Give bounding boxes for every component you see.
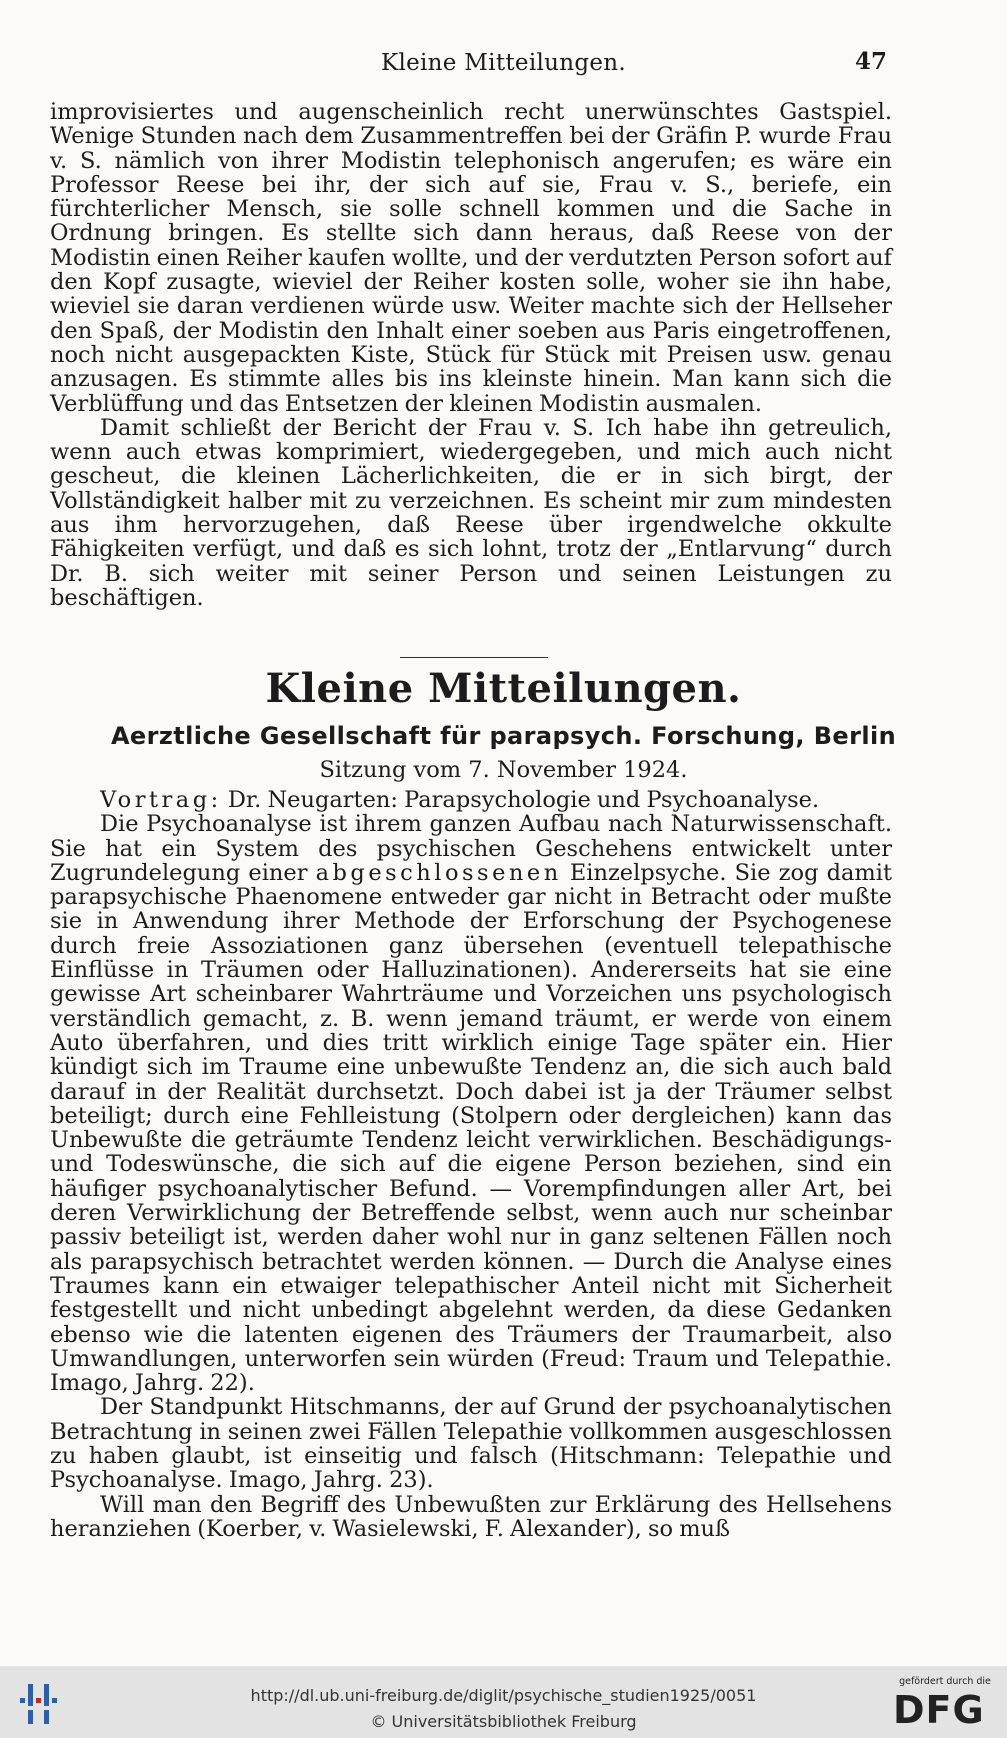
- dfg-logo: DFG: [893, 1688, 985, 1732]
- section-divider: [400, 657, 548, 658]
- dfg-funding-note: gefördert durch die: [899, 1676, 991, 1687]
- lecture-paragraph: Will man den Begriff des Unbewußten zur Erklärung des Hellsehens heranziehen (Koerber, v. Wasielewski, F. Alexander), so muß: [50, 1491, 892, 1542]
- lecture-text-run: Einzelpsyche. Sie zog damit parapsychische Phaenomene entweder gar nicht in Betracht oder mußte sie in Anwendung ihrer Methode der Erforschung der Psychogenese durch freie Assoziationen ganz übersehen (eventuell telepathische Einflüsse in Träumen oder Halluzinationen). Andererseits hat sie eine gewisse Art scheinbarer Wahrträume und Vorzeichen uns psychologisch verständlich gemacht, z. B. wenn jemand träumt, er werde von einem Auto überfahren, und dies tritt wirklich einige Tage später ein. Hier kündigt sich im Traume eine unbewußte Tendenz an, die sich auch bald darauf in der Realität durchsetzt. Doch dabei ist ja der Träumer selbst beteiligt; durch eine Fehlleistung (Stolpern oder dergleichen) kann das Unbewußte die geträumte Tendenz leicht verwirklichen. Beschädigungs- und Todeswünsche, die sich auf die eigene Person beziehen, sind ein häufiger psychoanalytischer Befund. — Vorempfindungen aller Art, bei deren Verwirklichung der Betreffende selbst, wenn auch nur scheinbar passiv beteiligt ist, werden daher wohl nur in ganz seltenen Fällen noch als parapsychisch betrachtet werden können. — Durch die Analyse eines Traumes kann ein etwaiger telepathischer Anteil nicht mit Sicherheit festgestellt und nicht unbedingt abgelehnt werden, da diese Gedanken ebenso wie die latenten eigenen des Träumers der Traumarbeit, also Umwandlungen, unterworfen sein würden (Freud: Traum und Telepathie. Imago, Jahrg. 22).: [50, 859, 892, 1397]
- source-url[interactable]: http://dl.ub.uni-freiburg.de/diglit/psychische_studien1925/0051: [250, 1686, 757, 1705]
- section-title: Kleine Mitteilungen.: [265, 665, 742, 712]
- lecture-topic: Dr. Neugarten: Parapsychologie und Psychoanalyse.: [221, 787, 820, 813]
- emphasized-word: abgeschlossenen: [315, 859, 562, 886]
- lecture-intro: [50, 788, 892, 812]
- report-text: [50, 100, 892, 610]
- society-heading: Aerztliche Gesellschaft für parapsych. Forschung, Berlin: [110, 722, 897, 750]
- lecture-paragraph: Der Standpunkt Hitschmanns, der auf Grund der psychoanalytischen Betrachtung in seinen zwei Fällen Telepathie vollkommen ausgeschlossen zu haben glaubt, ist einseitig und falsch (Hitschmann: Telepathie und Psychoanalyse. Imago, Jahrg. 23).: [50, 1394, 892, 1494]
- session-date: Sitzung vom 7. November 1924.: [319, 757, 688, 783]
- running-head: Kleine Mitteilungen.: [380, 50, 627, 76]
- lecture-label: Vortrag:: [100, 787, 222, 813]
- report-paragraph: Damit schließt der Bericht der Frau v. S. Ich habe ihn getreulich, wenn auch etwas komprimiert, wiedergegeben, und mich auch nicht gescheut, die kleinen Lächerlichkeiten, die er in sich birgt, der Vollständigkeit halber mit zu verzeichnen. Es scheint mir zum mindesten aus ihm hervorzugehen, daß Reese über irgendwelche okkulte Fähigkeiten verfügt, und daß es sich lohnt, trotz der „Entlarvung“ durch Dr. B. sich weiter mit seiner Person und seinen Leistungen zu beschäftigen.: [50, 414, 892, 611]
- lecture-text: [50, 788, 892, 1541]
- lecture-paragraph: [50, 812, 892, 1395]
- footer-bar: [0, 1666, 1007, 1738]
- page-number: 47: [855, 48, 888, 75]
- report-paragraph: improvisiertes und augenscheinlich recht unerwünschtes Gastspiel. Wenige Stunden nach dem Zusammentreffen bei der Gräfin P. wurde Frau v. S. nämlich von ihrer Modistin telephonisch angerufen; es wäre ein Professor Reese bei ihr, der sich auf sie, Frau v. S., beriefe, ein fürchterlicher Mensch, sie solle schnell kommen und die Sache in Ordnung bringen. Es stellte sich dann heraus, daß Reese von der Modistin einen Reiher kaufen wollte, und der verdutzten Person sofort auf den Kopf zusagte, wieviel der Reiher kosten solle, woher sie ihn habe, wieviel sie daran verdienen würde usw. Weiter machte sich der Hellseher den Spaß, der Modistin den Inhalt einer soeben aus Paris eingetroffenen, noch nicht ausgepackten Kiste, Stück für Stück mit Preisen usw. genau anzusagen. Es stimmte alles bis ins kleinste hinein. Man kann sich die Verblüffung und das Entsetzen der kleinen Modistin ausmalen.: [50, 99, 892, 417]
- lecture-text-run: Die Psychoanalyse ist ihrem ganzen Aufbau nach Naturwissenschaft. Sie hat ein System des psychischen Geschehens entwickelt unter Zugrundelegung einer: [50, 811, 892, 886]
- copyright-notice: © Universitätsbibliothek Freiburg: [370, 1712, 637, 1731]
